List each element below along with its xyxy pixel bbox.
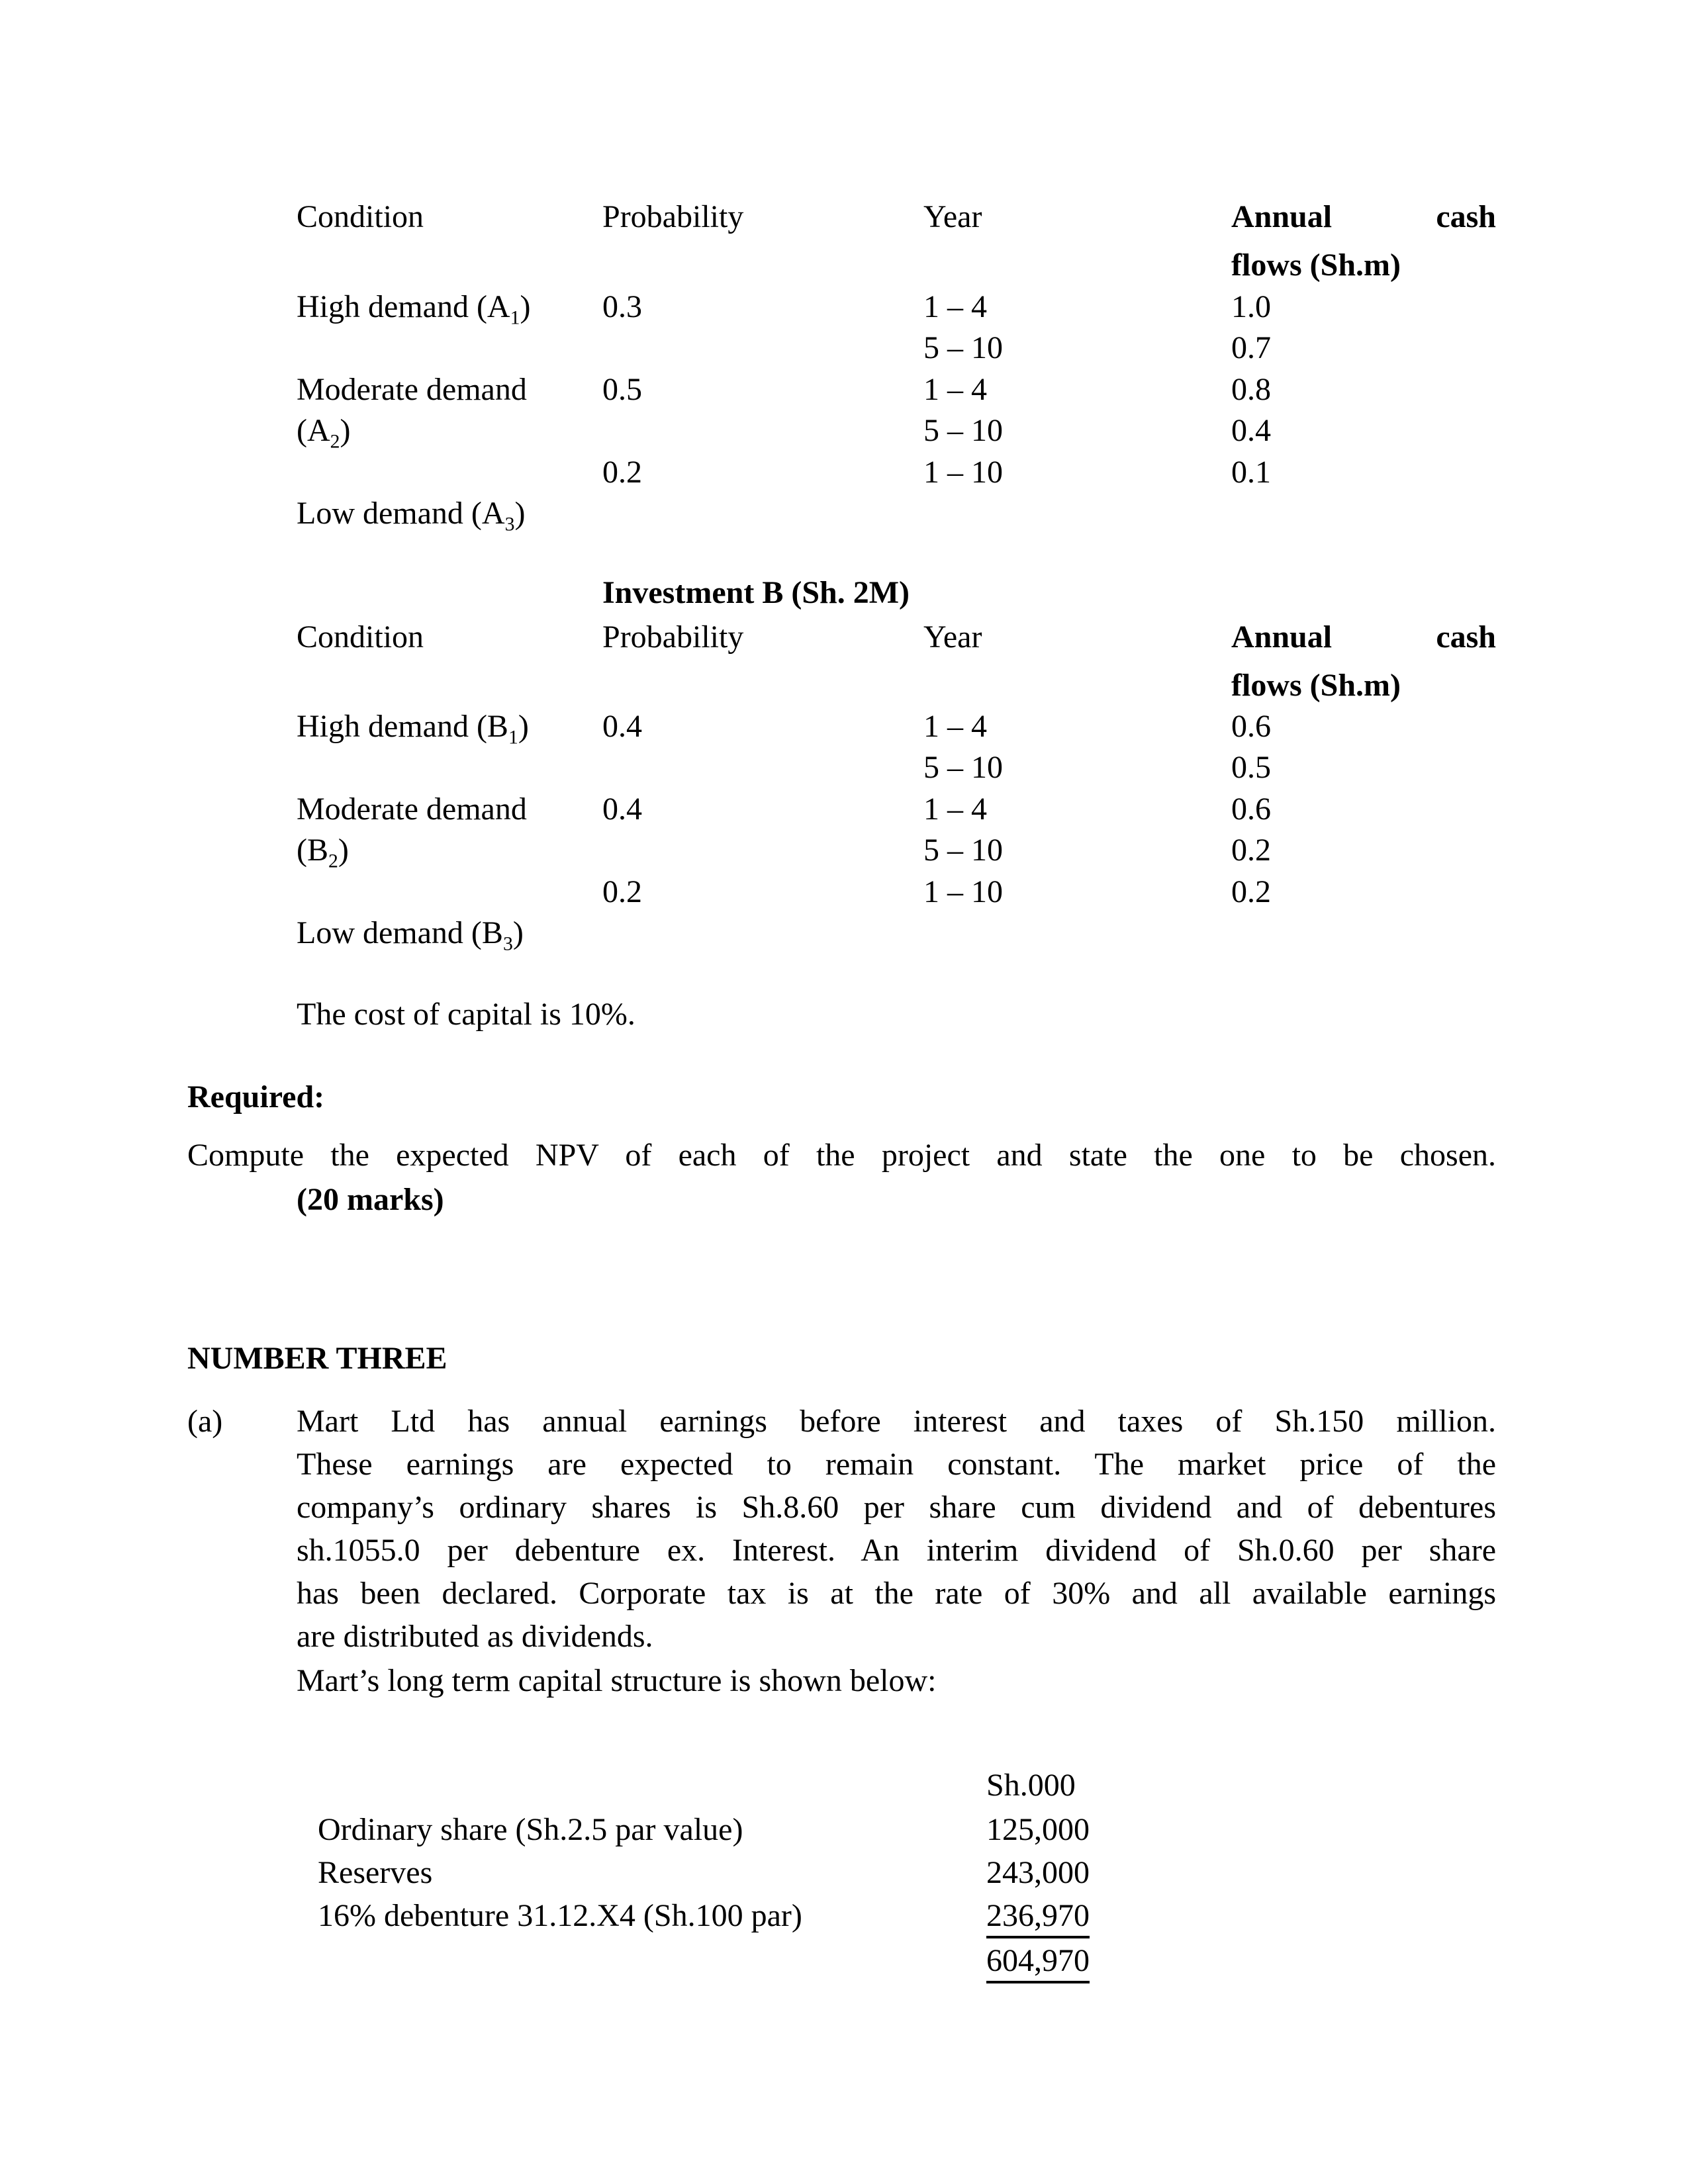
paragraph-line: are distributed as dividends. [297,1619,653,1654]
table-b-header-year: Year [923,619,982,655]
table-a-row-cash: 0.8 [1231,372,1271,407]
table-b-row-year: 1 – 10 [923,874,1003,909]
section-heading: NUMBER THREE [187,1341,447,1376]
table-a-header-condition: Condition [297,199,424,234]
marks-label: (20 marks) [297,1182,444,1217]
table-b-row-probability: 0.4 [602,709,642,744]
table-b-row-cash: 0.2 [1231,833,1271,868]
paragraph-line: has been declared. Corporate tax is at the rate of 30% and all available earnings [297,1576,1496,1611]
table-b-row-cash: 0.2 [1231,874,1271,909]
table-b-header-annual: Annual [1231,619,1333,655]
capital-structure-unit-header: Sh.000 [986,1768,1076,1803]
table-a-row-year: 5 – 10 [923,413,1003,448]
table-b-header-annual-cash [1231,619,1496,655]
table-b-row-probability: 0.2 [602,874,642,909]
table-a-header-probability: Probability [602,199,744,234]
paragraph-line: company’s ordinary shares is Sh.8.60 per share cum dividend and of debentures [297,1490,1496,1525]
table-a-header-flows: flows (Sh.m) [1231,248,1401,283]
table-a-row-year: 1 – 10 [923,455,1003,490]
capital-structure-row-value: 243,000 [986,1855,1090,1890]
table-b-header-probability: Probability [602,619,744,655]
table-b-row-cash: 0.6 [1231,792,1271,827]
table-a-header-annual: Annual [1231,199,1333,234]
table-a-row-cash: 0.4 [1231,413,1271,448]
capital-structure-intro: Mart’s long term capital structure is shown below: [297,1663,937,1698]
paragraph-line: These earnings are expected to remain constant. The market price of the [297,1447,1496,1482]
required-label: Required: [187,1079,325,1115]
required-task: Compute the expected NPV of each of the project and state the one to be chosen. [187,1138,1496,1173]
table-a-row-year: 1 – 4 [923,372,987,407]
table-b-row-cash: 0.5 [1231,750,1271,785]
table-a-row-probability: 0.3 [602,289,642,324]
table-a-row-condition: High demand $(A_1)$ [297,289,531,329]
table-a-row-cash: 0.7 [1231,330,1271,365]
table-a-row-condition: Moderate demand [297,372,527,407]
capital-structure-row-label: Reserves [318,1855,433,1890]
table-b-row-year: 5 – 10 [923,833,1003,868]
table-a-row-cash: 1.0 [1231,289,1271,324]
table-b-row-year: 1 – 4 [923,792,987,827]
table-a-row-cash: 0.1 [1231,455,1271,490]
table-a-row-year: 5 – 10 [923,330,1003,365]
table-b-row-condition: High demand $(B_1)$ [297,709,529,749]
table-b-row-year: 1 – 4 [923,709,987,744]
table-a-header-cash: cash [1436,199,1496,234]
table-a-row-probability: 0.5 [602,372,642,407]
table-a-row-year: 1 – 4 [923,289,987,324]
capital-structure-row-value: 125,000 [986,1812,1090,1847]
table-b-header-cash: cash [1436,619,1496,655]
table-b-row-year: 5 – 10 [923,750,1003,785]
cost-of-capital-note: The cost of capital is 10%. [297,997,635,1032]
paragraph-line: Mart Ltd has annual earnings before interest and taxes of Sh.150 million. [297,1404,1496,1439]
capital-structure-row-value-underlined: 236,970 [986,1897,1090,1938]
table-a-row-condition: $(A_2)$ [297,413,351,453]
table-b-header-condition: Condition [297,619,424,655]
capital-structure-row-label: 16% debenture 31.12.X4 (Sh.100 par) [318,1898,802,1933]
table-b-header-flows: flows (Sh.m) [1231,668,1401,703]
table-b-row-condition: Moderate demand [297,792,527,827]
capital-structure-row-label: Ordinary share (Sh.2.5 par value) [318,1812,743,1847]
table-b-row-probability: 0.4 [602,792,642,827]
capital-structure-total: 604,970 [986,1942,1090,1983]
table-a-header-year: Year [923,199,982,234]
table-a-row-probability: 0.2 [602,455,642,490]
table-b-row-condition: Low demand $(B_3)$ [297,915,524,955]
table-b-title: Investment B (Sh. 2M) [602,575,910,610]
item-label-a: (a) [187,1404,223,1439]
table-b-row-condition: $(B_2)$ [297,833,349,872]
table-a-row-condition: Low demand $(A_3)$ [297,496,526,535]
paragraph-line: sh.1055.0 per debenture ex. Interest. An interim dividend of Sh.0.60 per share [297,1533,1496,1568]
table-b-row-cash: 0.6 [1231,709,1271,744]
table-a-header-annual-cash [1231,199,1496,235]
